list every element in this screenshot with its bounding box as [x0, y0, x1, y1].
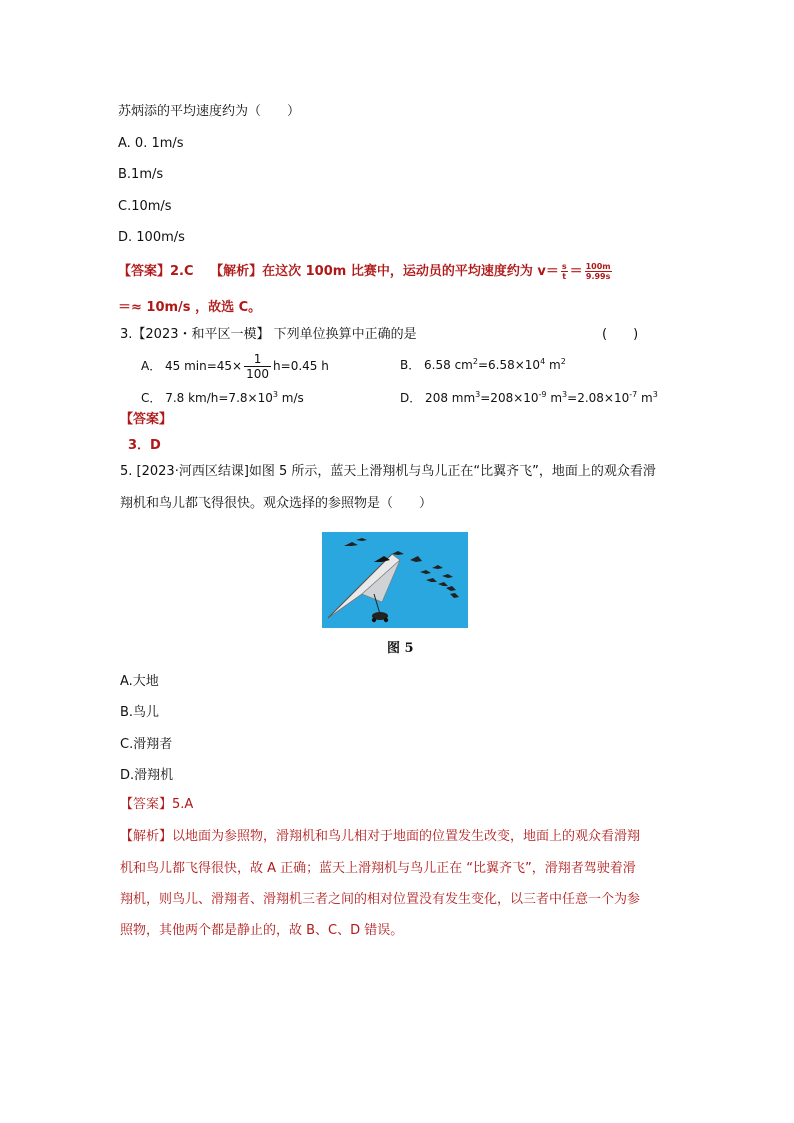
- superscript: 3: [562, 390, 568, 399]
- option-b-text: =6.58×10: [477, 358, 541, 372]
- analysis-text: 在这次 100m 比赛中，运动员的平均速度约为 v＝: [262, 264, 559, 279]
- q5-answer: 【答案】5.A: [120, 797, 194, 812]
- superscript: -9: [538, 390, 547, 399]
- option-a-result: h=0.45 h: [273, 359, 329, 373]
- hang-glider-birds-image: [322, 532, 468, 628]
- q3-option-c: [141, 389, 304, 407]
- option-d-text: =208×10: [480, 391, 539, 405]
- q3-option-d: [400, 389, 658, 407]
- q2-answer-line: [118, 262, 614, 281]
- q3-stem: 3.【2023・和平区一模】 下列单位换算中正确的是: [120, 327, 417, 342]
- superscript: 4: [540, 357, 546, 366]
- q3-option-a: [141, 352, 329, 381]
- equals-sign: ＝: [569, 264, 583, 279]
- figure-caption: 图 5: [387, 641, 414, 656]
- q5-option-b: B.鸟儿: [120, 705, 160, 720]
- q2-stem: 苏炳添的平均速度约为（ ）: [118, 104, 301, 119]
- q3-answer-tag: 【答案】: [120, 412, 173, 427]
- velocity-fraction: [561, 262, 568, 281]
- value-fraction: [585, 262, 612, 281]
- q3-option-b: [400, 356, 566, 374]
- option-b-text: m: [545, 358, 561, 372]
- frac-denominator: t: [562, 272, 567, 281]
- q5-analysis-line1: 【解析】以地面为参照物，滑翔机和鸟儿相对于地面的位置发生改变，地面上的观众看滑翔: [120, 829, 641, 844]
- q2-option-d: D. 100m/s: [118, 230, 185, 245]
- option-b-text: B． 6.58 cm: [400, 358, 473, 372]
- option-d-text: m: [546, 391, 563, 405]
- q5-analysis-line2: 机和鸟儿都飞得很快，故 A 正确；蓝天上滑翔机与鸟儿正在 “比翼齐飞”，滑翔者驾驶着滑: [120, 861, 636, 876]
- option-c-text: m/s: [277, 391, 304, 405]
- option-a-text: A． 45 min=45×: [141, 359, 243, 373]
- superscript: 3: [272, 390, 278, 399]
- fraction: [244, 352, 271, 381]
- q5-option-d: D.滑翔机: [120, 768, 174, 783]
- answer-tag: 【答案】: [118, 264, 171, 279]
- frac-denominator: 100: [246, 367, 270, 381]
- frac-denominator: 9.99s: [585, 272, 611, 281]
- superscript: 2: [560, 357, 566, 366]
- analysis-tag: 【解析】: [210, 264, 263, 279]
- superscript: 2: [472, 357, 478, 366]
- option-c-text: C． 7.8 km/h=7.8×10: [141, 391, 273, 405]
- q3-answer-value: 3．D: [128, 438, 161, 453]
- q2-option-a: A. 0. 1m/s: [118, 136, 184, 151]
- q5-analysis-line3: 翔机，则鸟儿、滑翔者、滑翔机三者之间的相对位置没有发生变化，以三者中任意一个为参: [120, 892, 641, 907]
- frac-numerator: 1: [244, 352, 271, 367]
- frac-numerator: s: [561, 262, 567, 271]
- q2-option-c: C.10m/s: [118, 199, 172, 214]
- q5-option-a: A.大地: [120, 674, 159, 689]
- option-d-text: D． 208 mm: [400, 391, 476, 405]
- q5-stem-line2: 翔机和鸟儿都飞得很快。观众选择的参照物是（ ）: [120, 496, 433, 511]
- q5-stem-line1: 5. [2023·河西区结课]如图 5 所示，蓝天上滑翔机与鸟儿正在“比翼齐飞”，地面上的观众看滑: [120, 464, 656, 479]
- answer-value: 2.C: [170, 264, 194, 279]
- option-d-text: m: [637, 391, 653, 405]
- q2-analysis-line2: ＝≈ 10m/s ，故选 C。: [118, 300, 262, 315]
- superscript: 3: [652, 390, 658, 399]
- q5-analysis-line4: 照物，其他两个都是静止的，故 B、C、D 错误。: [120, 923, 404, 938]
- q5-option-c: C.滑翔者: [120, 737, 173, 752]
- q3-paren: ( ): [602, 327, 639, 342]
- frac-numerator: 100m: [585, 262, 611, 271]
- superscript: -7: [629, 390, 638, 399]
- q2-option-b: B.1m/s: [118, 167, 164, 182]
- superscript: 3: [475, 390, 481, 399]
- option-d-text: =2.08×10: [567, 391, 630, 405]
